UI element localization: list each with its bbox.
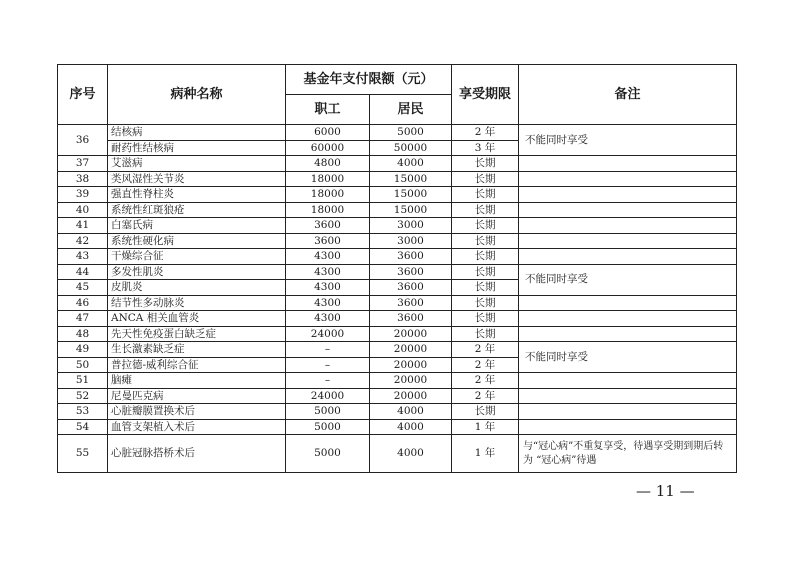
disease-name: 艾滋病 xyxy=(108,156,286,172)
row-number: 43 xyxy=(58,249,108,265)
resident-limit: 15000 xyxy=(370,202,452,218)
disease-table xyxy=(57,64,737,473)
benefit-period: 长期 xyxy=(452,202,519,218)
disease-name: 血管支架植入术后 xyxy=(108,419,286,435)
table-row xyxy=(58,249,737,265)
row-number: 41 xyxy=(58,218,108,234)
resident-limit: 5000 xyxy=(370,125,452,141)
employee-limit: 24000 xyxy=(286,388,370,404)
row-number: 50 xyxy=(58,357,108,373)
row-number: 47 xyxy=(58,311,108,327)
disease-name: 心脏瓣膜置换术后 xyxy=(108,404,286,420)
table-row xyxy=(58,187,737,203)
header-resident: 居民 xyxy=(370,95,452,125)
disease-name: 耐药性结核病 xyxy=(108,140,286,156)
disease-name: 系统性硬化病 xyxy=(108,233,286,249)
resident-limit: 20000 xyxy=(370,373,452,389)
benefit-period: 长期 xyxy=(452,233,519,249)
remark-cell: 与“冠心病”不重复享受，待遇享受期到期后转为 “冠心病”待遇 xyxy=(519,435,737,473)
disease-name: 系统性红斑狼疮 xyxy=(108,202,286,218)
table-row xyxy=(58,233,737,249)
employee-limit: – xyxy=(286,342,370,358)
disease-name: 生长激素缺乏症 xyxy=(108,342,286,358)
table-row xyxy=(58,264,737,280)
employee-limit: 24000 xyxy=(286,326,370,342)
disease-name: 结节性多动脉炎 xyxy=(108,295,286,311)
resident-limit: 20000 xyxy=(370,388,452,404)
row-number: 42 xyxy=(58,233,108,249)
resident-limit: 3600 xyxy=(370,249,452,265)
disease-name: 心脏冠脉搭桥术后 xyxy=(108,435,286,473)
benefit-period: 2 年 xyxy=(452,125,519,141)
benefit-period: 1 年 xyxy=(452,419,519,435)
remark-cell xyxy=(519,388,737,404)
row-number: 39 xyxy=(58,187,108,203)
benefit-period: 长期 xyxy=(452,156,519,172)
disease-name: 皮肌炎 xyxy=(108,280,286,296)
table-row xyxy=(58,311,737,327)
employee-limit: 18000 xyxy=(286,171,370,187)
table-row xyxy=(58,202,737,218)
remark-cell: 不能同时享受 xyxy=(519,342,737,373)
remark-cell xyxy=(519,326,737,342)
table-row xyxy=(58,404,737,420)
benefit-period: 长期 xyxy=(452,280,519,296)
employee-limit: 4300 xyxy=(286,264,370,280)
benefit-period: 2 年 xyxy=(452,373,519,389)
disease-name: 类风湿性关节炎 xyxy=(108,171,286,187)
row-number: 38 xyxy=(58,171,108,187)
resident-limit: 3000 xyxy=(370,218,452,234)
resident-limit: 15000 xyxy=(370,187,452,203)
disease-name: 强直性脊柱炎 xyxy=(108,187,286,203)
remark-cell xyxy=(519,156,737,172)
remark-cell xyxy=(519,373,737,389)
benefit-period: 长期 xyxy=(452,311,519,327)
table-row xyxy=(58,326,737,342)
employee-limit: 4300 xyxy=(286,280,370,296)
remark-cell xyxy=(519,295,737,311)
row-number: 52 xyxy=(58,388,108,404)
disease-name: 先天性免疫蛋白缺乏症 xyxy=(108,326,286,342)
remark-cell xyxy=(519,404,737,420)
resident-limit: 3000 xyxy=(370,233,452,249)
row-number: 45 xyxy=(58,280,108,296)
row-number: 44 xyxy=(58,264,108,280)
resident-limit: 50000 xyxy=(370,140,452,156)
benefit-period: 长期 xyxy=(452,404,519,420)
row-number: 37 xyxy=(58,156,108,172)
benefit-period: 长期 xyxy=(452,295,519,311)
employee-limit: 6000 xyxy=(286,125,370,141)
resident-limit: 3600 xyxy=(370,280,452,296)
disease-name: 多发性肌炎 xyxy=(108,264,286,280)
disease-name: 干燥综合征 xyxy=(108,249,286,265)
remark-cell: 不能同时享受 xyxy=(519,264,737,295)
resident-limit: 3600 xyxy=(370,311,452,327)
employee-limit: 4300 xyxy=(286,249,370,265)
row-number: 54 xyxy=(58,419,108,435)
disease-name: 结核病 xyxy=(108,125,286,141)
remark-cell xyxy=(519,171,737,187)
resident-limit: 20000 xyxy=(370,357,452,373)
table-body xyxy=(58,125,737,473)
row-number: 55 xyxy=(58,435,108,473)
disease-name: 脑瘫 xyxy=(108,373,286,389)
row-number: 46 xyxy=(58,295,108,311)
table-row xyxy=(58,218,737,234)
benefit-period: 2 年 xyxy=(452,357,519,373)
resident-limit: 3600 xyxy=(370,264,452,280)
header-employee: 职工 xyxy=(286,95,370,125)
remark-cell xyxy=(519,419,737,435)
header-period: 享受期限 xyxy=(452,65,519,125)
benefit-period: 1 年 xyxy=(452,435,519,473)
table-row xyxy=(58,388,737,404)
row-number: 36 xyxy=(58,125,108,156)
table-row xyxy=(58,156,737,172)
employee-limit: 5000 xyxy=(286,435,370,473)
benefit-period: 长期 xyxy=(452,264,519,280)
table-row xyxy=(58,125,737,141)
employee-limit: 3600 xyxy=(286,233,370,249)
resident-limit: 15000 xyxy=(370,171,452,187)
remark-cell xyxy=(519,218,737,234)
header-name: 病种名称 xyxy=(108,65,286,125)
disease-name: ANCA 相关血管炎 xyxy=(108,311,286,327)
header-limit: 基金年支付限额（元） xyxy=(286,65,452,95)
remark-cell xyxy=(519,249,737,265)
employee-limit: – xyxy=(286,357,370,373)
benefit-period: 长期 xyxy=(452,218,519,234)
employee-limit: 4800 xyxy=(286,156,370,172)
row-number: 49 xyxy=(58,342,108,358)
employee-limit: 18000 xyxy=(286,202,370,218)
table-row xyxy=(58,342,737,358)
resident-limit: 3600 xyxy=(370,295,452,311)
benefit-period: 3 年 xyxy=(452,140,519,156)
remark-cell xyxy=(519,187,737,203)
disease-name: 尼曼匹克病 xyxy=(108,388,286,404)
employee-limit: 5000 xyxy=(286,404,370,420)
remark-cell xyxy=(519,311,737,327)
disease-name: 白塞氏病 xyxy=(108,218,286,234)
resident-limit: 20000 xyxy=(370,326,452,342)
resident-limit: 20000 xyxy=(370,342,452,358)
remark-cell xyxy=(519,233,737,249)
table-row xyxy=(58,435,737,473)
table-row xyxy=(58,419,737,435)
row-number: 53 xyxy=(58,404,108,420)
employee-limit: 4300 xyxy=(286,311,370,327)
table-header xyxy=(58,65,737,125)
row-number: 51 xyxy=(58,373,108,389)
row-number: 48 xyxy=(58,326,108,342)
resident-limit: 4000 xyxy=(370,435,452,473)
resident-limit: 4000 xyxy=(370,404,452,420)
row-number: 40 xyxy=(58,202,108,218)
benefit-period: 2 年 xyxy=(452,342,519,358)
employee-limit: 4300 xyxy=(286,295,370,311)
disease-name: 普拉德-威利综合征 xyxy=(108,357,286,373)
resident-limit: 4000 xyxy=(370,419,452,435)
employee-limit: 18000 xyxy=(286,187,370,203)
remark-cell: 不能同时享受 xyxy=(519,125,737,156)
benefit-period: 长期 xyxy=(452,187,519,203)
employee-limit: 3600 xyxy=(286,218,370,234)
benefit-period: 长期 xyxy=(452,326,519,342)
employee-limit: – xyxy=(286,373,370,389)
table-row xyxy=(58,373,737,389)
benefit-period: 长期 xyxy=(452,171,519,187)
header-no: 序号 xyxy=(58,65,108,125)
resident-limit: 4000 xyxy=(370,156,452,172)
employee-limit: 5000 xyxy=(286,419,370,435)
page-number: — 11 — xyxy=(636,482,695,500)
remark-cell xyxy=(519,202,737,218)
benefit-period: 2 年 xyxy=(452,388,519,404)
table-row xyxy=(58,171,737,187)
header-note: 备注 xyxy=(519,65,737,125)
benefit-period: 长期 xyxy=(452,249,519,265)
employee-limit: 60000 xyxy=(286,140,370,156)
table-row xyxy=(58,295,737,311)
